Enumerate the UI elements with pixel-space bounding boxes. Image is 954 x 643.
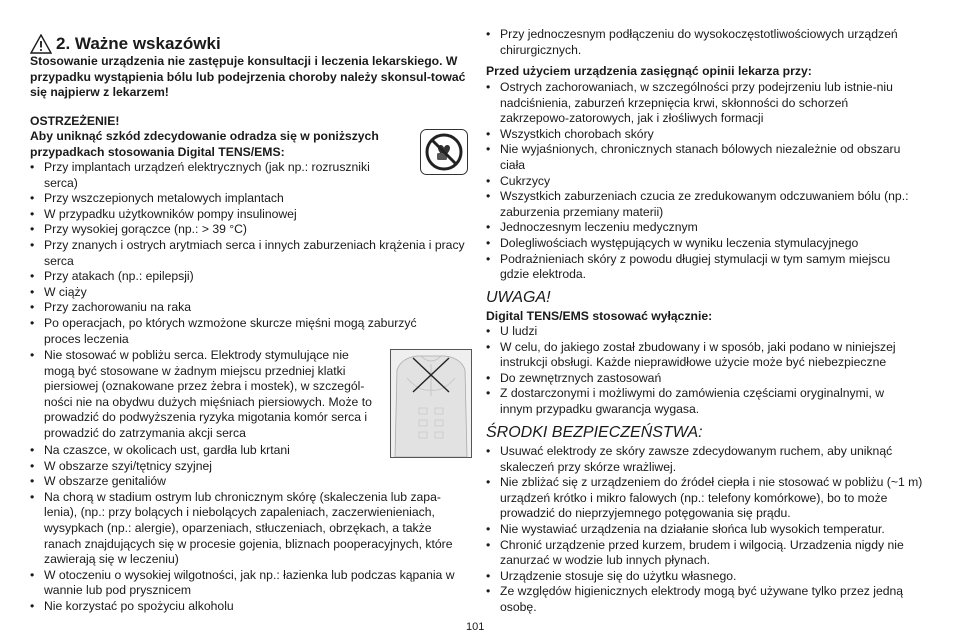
list-item: • Po operacjach, po których wzmożone skurcze mięśni mogą zaburzyć proces leczenia xyxy=(30,316,444,347)
warning-intro: Aby uniknąć szkód zdecydowanie odradza się w poniższych przypadkach stosowania Digital TENS/EMS: xyxy=(30,129,379,159)
usage-heading: Digital TENS/EMS stosować wyłącznie: xyxy=(486,309,713,323)
list-item: • Wszystkich chorobach skóry xyxy=(486,127,924,143)
list-item: • Na chorą w stadium ostrym lub chronicznym skórę (skaleczenia lub zapa-lenia), (np.: przy bolących i niebolących zapaleniach, zaczerwienieniach, wysypkach (np.: alergie), oparzeniach, stłuczeniach, obrzękach, a także ranach znajdujących się w procesie gojenia, bliznach pooperacyjnych, które zawierają się w leczeniu) xyxy=(30,490,468,568)
safety-heading: ŚRODKI BEZPIECZEŃSTWA: xyxy=(486,424,703,441)
list-item: • W przypadku użytkowników pompy insulinowej xyxy=(30,207,468,223)
list-item: • W otoczeniu o wysokiej wilgotności, jak np.: łazienka lub podczas kąpania w wannie lub pod prysznicem xyxy=(30,568,468,599)
list-item: • Przy znanych i ostrych arytmiach serca i innych zaburzeniach krążenia i pracy serca xyxy=(30,238,468,269)
list-item: • Chronić urządzenie przed kurzem, brudem i wilgocią. Urzadzenia nigdy nie zanurzać w wodzie lub innych płynach. xyxy=(486,538,924,569)
list-item: • Nie wystawiać urządzenia na działanie słońca lub wysokich temperatur. xyxy=(486,522,924,538)
section-title-row xyxy=(30,34,221,54)
intro-text: Stosowanie urządzenia nie zastępuje konsultacji i leczenia lekarskiego. W przypadku wystąpienia bólu lub podejrzenia choroby należy skonsul-tować się najpierw z lekarzem! xyxy=(30,54,466,100)
list-item: • Dolegliwościach występujących w wyniku leczenia stymulacyjnego xyxy=(486,236,924,252)
list-item: • Przy implantach urządzeń elektrycznych (jak np.: rozruszniki serca) xyxy=(30,160,384,191)
list-item: • Na czaszce, w okolicach ust, gardła lub krtani xyxy=(30,443,468,459)
list-item: • Przy zachorowaniu na raka xyxy=(30,300,468,316)
list-item: • Nie wyjaśnionych, chronicznych stanach bólowych niezależnie od obszaru ciała xyxy=(486,142,924,173)
no-pacemaker-icon xyxy=(420,129,468,175)
uwaga-heading: UWAGA! xyxy=(486,289,551,306)
list-item: • Ze względów higienicznych elektrody mogą być używane tylko przez jedną osobę. xyxy=(486,584,924,615)
list-item: • Przy atakach (np.: epilepsji) xyxy=(30,269,468,285)
list-item: • Z dostarczonymi i możliwymi do zamówienia częściami oryginalnymi, w innym przypadku gwarancja wygasa. xyxy=(486,386,900,417)
surgery-device-list xyxy=(486,27,924,58)
list-item: • Podrażnieniach skóry z powodu długiej stymulacji w tym samym miejscu gdzie elektroda. xyxy=(486,252,920,283)
list-item: • W obszarze szyi/tętnicy szyjnej xyxy=(30,459,468,475)
contraindication-list xyxy=(30,160,468,347)
safety-list xyxy=(486,444,924,616)
list-item: • Nie korzystać po spożyciu alkoholu xyxy=(30,599,468,615)
chest-diagram-image xyxy=(390,349,472,458)
doctor-consult-heading: Przed użyciem urządzenia zasięgnąć opinii lekarza przy: xyxy=(486,64,812,78)
list-item: • Wszystkich zaburzeniach czucia ze zredukowanym odczuwaniem bólu (np.: zaburzenia przemiany materii) xyxy=(486,189,924,220)
list-item: • Do zewnętrznych zastosowań xyxy=(486,371,924,387)
list-item: • Nie stosować w pobliżu serca. Elektrody stymulujące nie mogą być stosowane w żadnym miejscu przedniej klatki piersiowej (oznakowane przez żebra i mostek), w szczegól-ności nie na obydwu dużych mięśniach piersiowych. Może to prowadzić do podwyższenia ryzyka migotania komór serca i prowadzić do zatrzymania akcji serca xyxy=(30,348,382,442)
list-item: • Przy jednoczesnym podłączeniu do wysokoczęstotliwościowych urządzeń chirurgicznych. xyxy=(486,27,924,58)
warning-heading: OSTRZEŻENIE! xyxy=(30,114,120,128)
list-item: • Przy wysokiej gorączce (np.: > 39 °C) xyxy=(30,222,468,238)
contraindication-list-continued xyxy=(30,443,468,615)
list-item: • Jednoczesnym leczeniu medycznym xyxy=(486,220,924,236)
list-item: • Usuwać elektrody ze skóry zawsze zdecydowanym ruchem, aby uniknąć skaleczeń przy skórze wrażliwej. xyxy=(486,444,924,475)
page-number: 101 xyxy=(466,621,485,633)
list-item: • Cukrzycy xyxy=(486,174,924,190)
heart-warning-list xyxy=(30,348,382,442)
list-item: • W ciąży xyxy=(30,285,468,301)
page-title: 2. Ważne wskazówki xyxy=(56,34,221,53)
list-item: • U ludzi xyxy=(486,324,924,340)
list-item: • W celu, do jakiego został zbudowany i w sposób, jaki podano w niniejszej instrukcji obsługi. Każde nieprawidłowe użycie może być niebezpieczne xyxy=(486,340,924,371)
list-item: • Nie zbliżać się z urządzeniem do źródeł ciepła i nie stosować w pobliżu (~1 m) urządzeń krótko i mikro falowych (np.: telefony komórkowe), bo to może prowadzić do nieprzyjemnego potęgowania się prądu. xyxy=(486,475,924,522)
list-item: • Przy wszczepionych metalowych implantach xyxy=(30,191,468,207)
list-item: • Ostrych zachorowaniach, w szczególności przy podejrzeniu lub istnie-niu nadciśnienia, zaburzeń krzepnięcia krwi, skłonności do schorzeń zakrzepowo-zatorowych, jak i złośliwych formacji xyxy=(486,80,900,127)
doctor-consult-list xyxy=(486,80,924,283)
warning-triangle-icon xyxy=(30,34,52,54)
list-item: • W obszarze genitaliów xyxy=(30,474,468,490)
usage-list xyxy=(486,324,924,418)
list-item: • Urządzenie stosuje się do użytku własnego. xyxy=(486,569,924,585)
